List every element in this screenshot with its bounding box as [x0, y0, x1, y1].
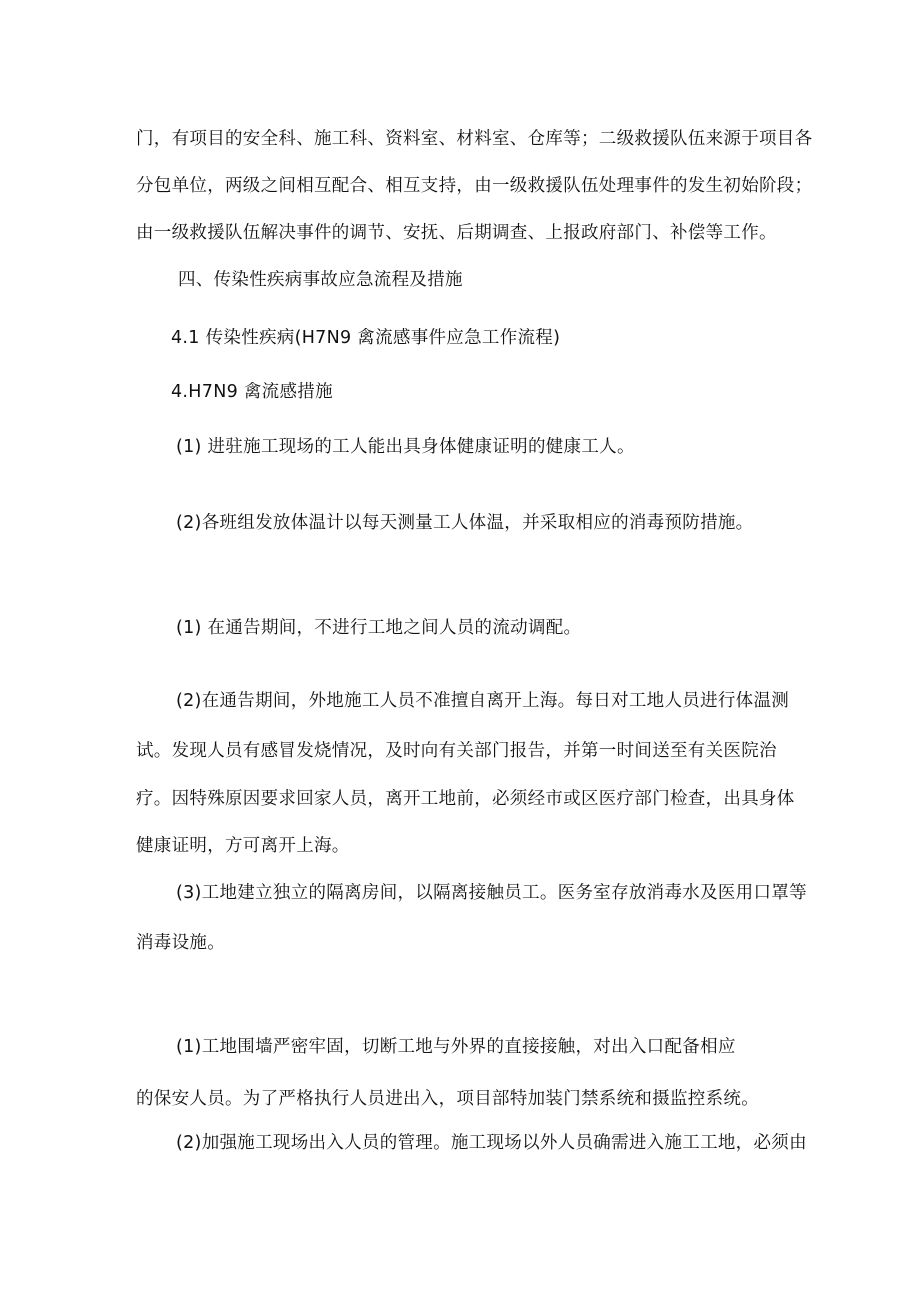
list-item: (2)加强施工现场出入人员的管理。施工现场以外人员确需进入施工工地，必须由: [176, 1133, 807, 1153]
subsection-heading: 4.1 传染性疾病(H7N9 禽流感事件应急工作流程): [171, 328, 561, 348]
paragraph-line: 门，有项目的安全科、施工科、资料室、材料室、仓库等；二级救援队伍来源于项目各: [136, 129, 813, 149]
list-item: (1)工地围墙严密牢固，切断工地与外界的直接接触，对出入口配备相应: [176, 1037, 736, 1057]
paragraph-line: 试。发现人员有感冒发烧情况，及时向有关部门报告，并第一时间送至有关医院治: [136, 741, 777, 761]
paragraph-line: 健康证明，方可离开上海。: [136, 836, 350, 856]
list-item: (1) 进驻施工现场的工人能出具身体健康证明的健康工人。: [176, 437, 635, 457]
subsection-heading: 4.H7N9 禽流感措施: [171, 382, 333, 402]
paragraph-line: 由一级救援队伍解决事件的调节、安抚、后期调查、上报政府部门、补偿等工作。: [136, 223, 777, 243]
paragraph-line: 消毒设施。: [136, 933, 225, 953]
paragraph-line: 疗。因特殊原因要求回家人员，离开工地前，必须经市或区医疗部门检查，出具身体: [136, 789, 795, 809]
paragraph-line: 的保安人员。为了严格执行人员进出入，项目部特加装门禁系统和摄监控系统。: [136, 1089, 759, 1109]
list-item: (1) 在通告期间，不进行工地之间人员的流动调配。: [176, 618, 582, 638]
paragraph-line: 分包单位，两级之间相互配合、相互支持，由一级救援队伍处理事件的发生初始阶段；: [136, 176, 813, 196]
section-heading: 四、传染性疾病事故应急流程及措施: [178, 270, 463, 290]
list-item: (3)工地建立独立的隔离房间，以隔离接触员工。医务室存放消毒水及医用口罩等: [176, 883, 807, 903]
list-item: (2)在通告期间，外地施工人员不准擅自离开上海。每日对工地人员进行体温测: [176, 691, 790, 711]
list-item: (2)各班组发放体温计以每天测量工人体温，并采取相应的消毒预防措施。: [176, 513, 754, 533]
